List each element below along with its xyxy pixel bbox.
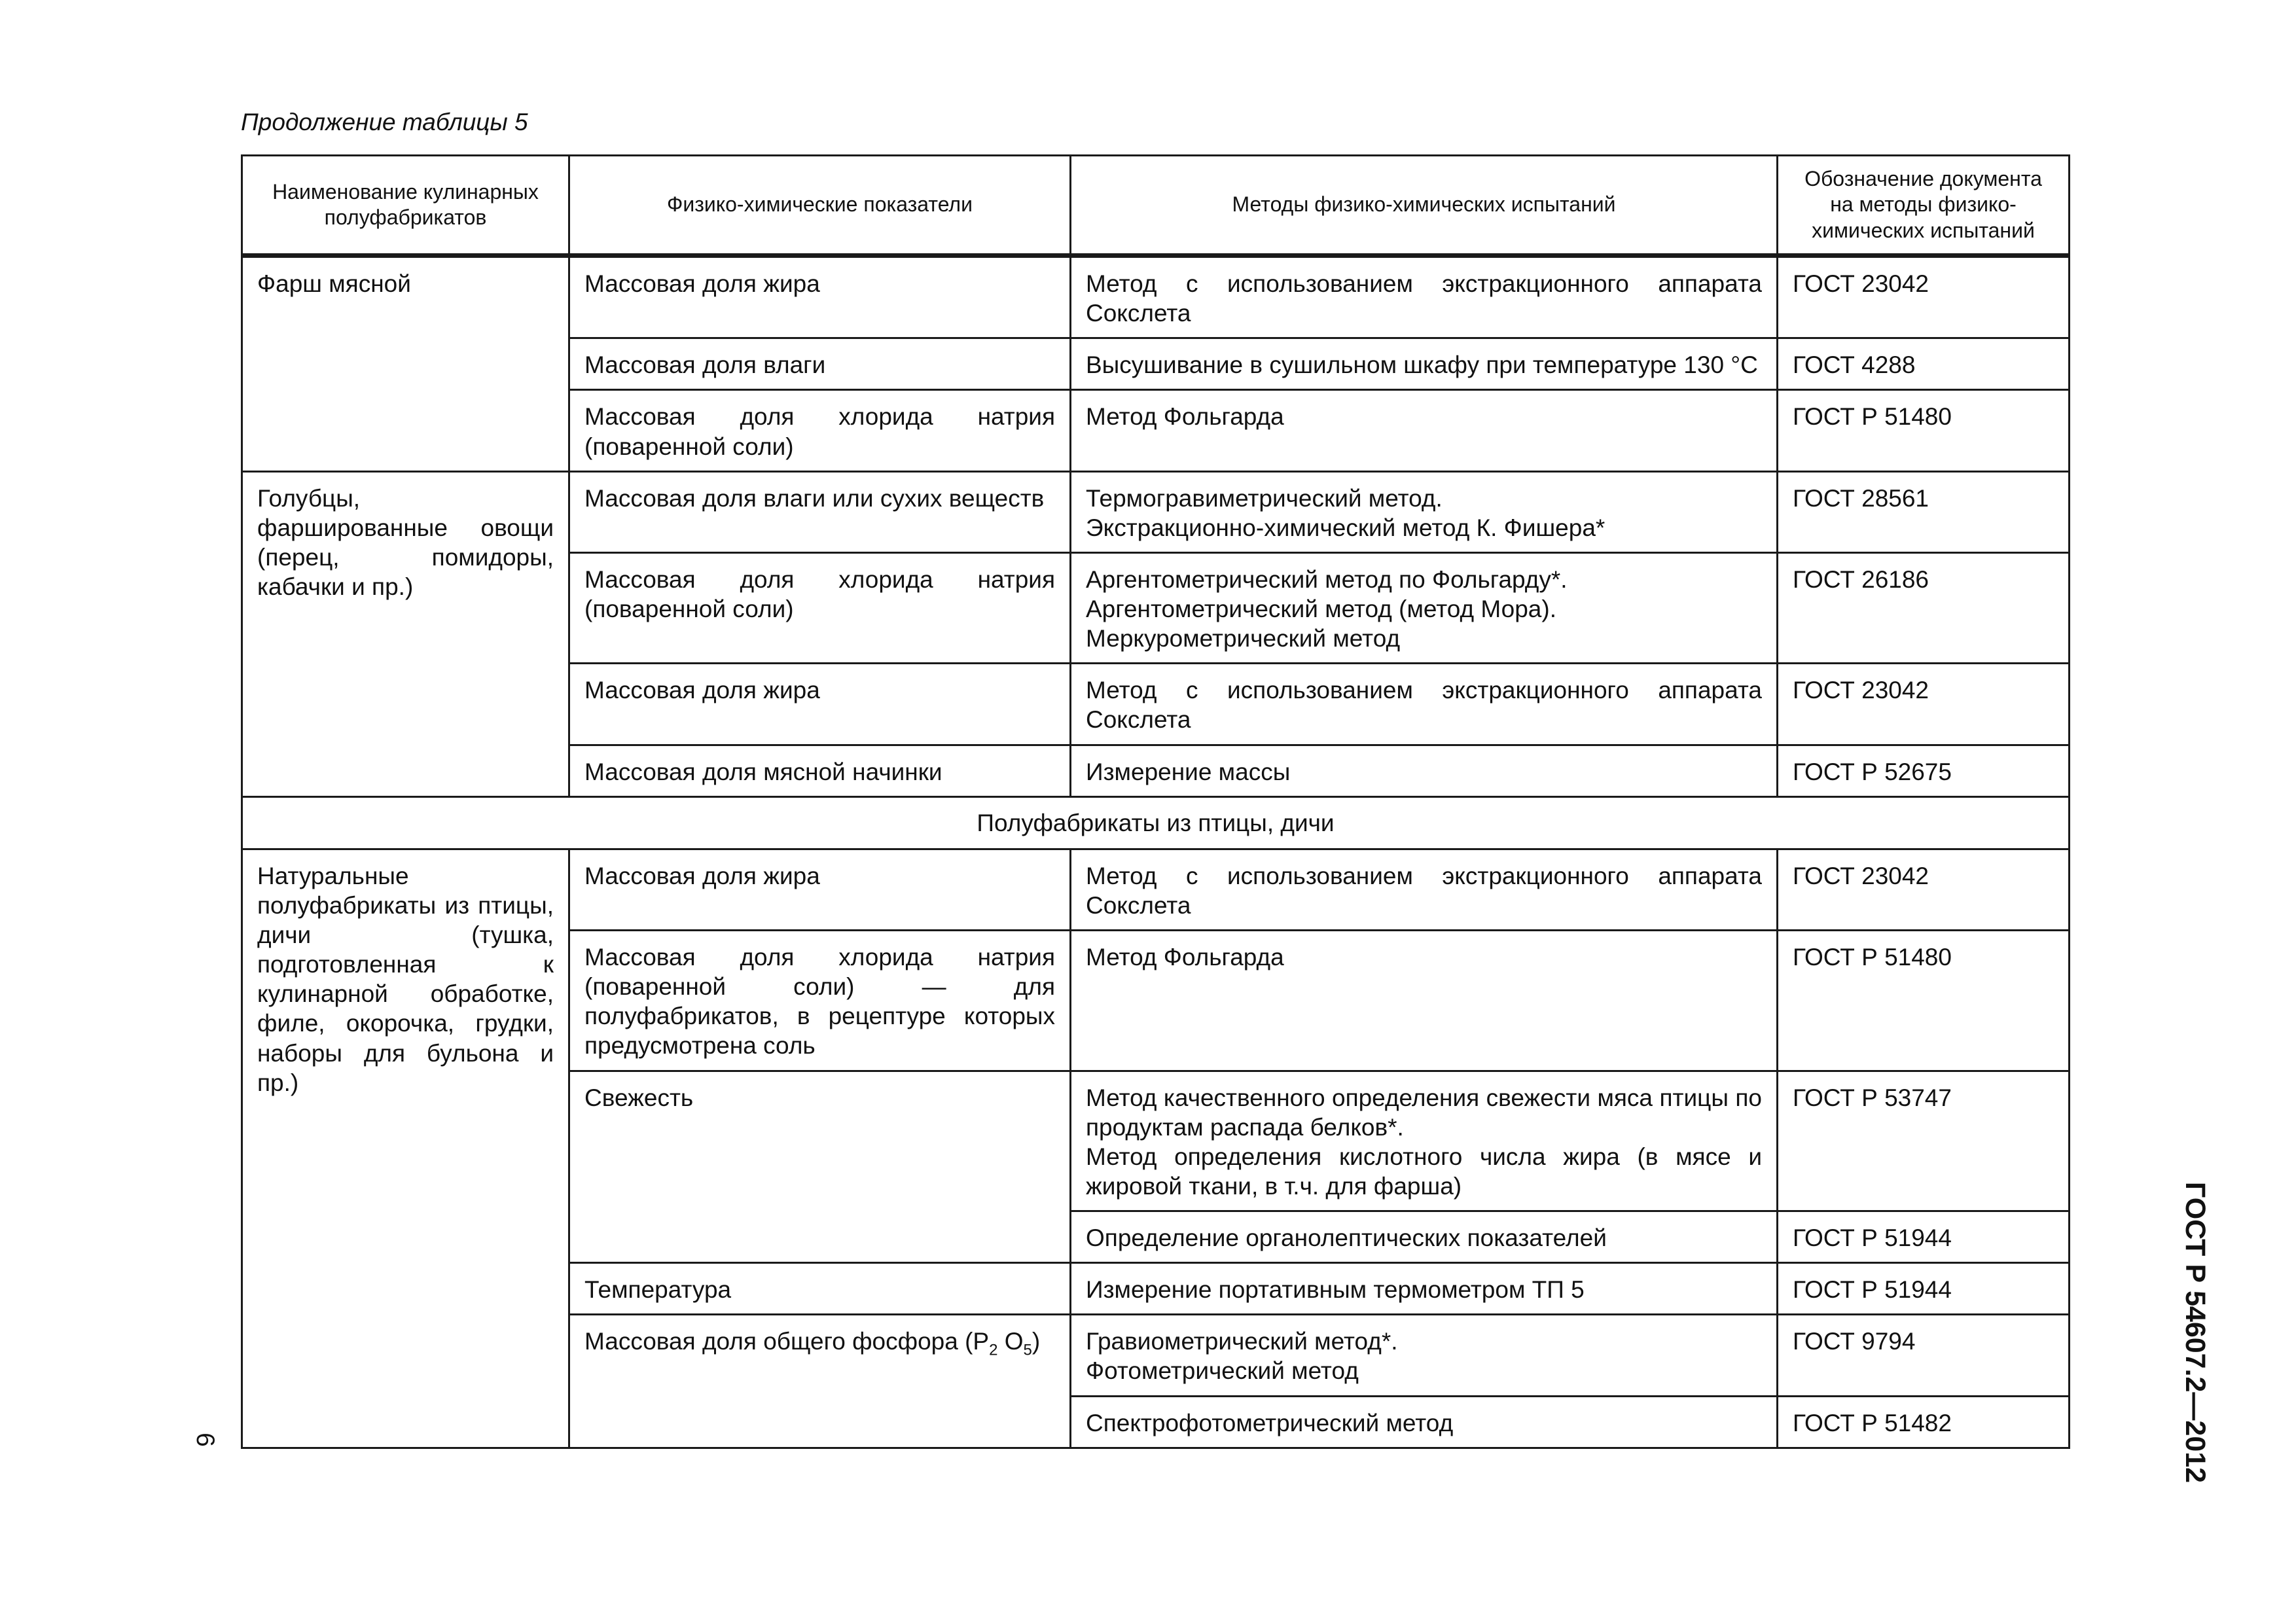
product-name-cell: Натуральные полуфабрикаты из птицы, дичи (тушка, подготовленная к кулинарной обработке, филе, окорочка, грудки, наборы для бульона и пр.) (242, 849, 569, 1448)
method-cell: Метод Фольгарда (1071, 931, 1778, 1071)
indicator-cell: Массовая доля хлорида натрия (поваренной соли) — для полуфабрикатов, в рецептуре которых предусмотрена соль (569, 931, 1071, 1071)
indicator-cell: Массовая доля хлорида натрия (поваренной соли) (569, 390, 1071, 471)
indicator-cell: Массовая доля хлорида натрия (поваренной соли) (569, 552, 1071, 663)
document-cell: ГОСТ 4288 (1778, 338, 2070, 390)
method-cell (1071, 1315, 1778, 1396)
table-row (242, 256, 2070, 338)
document-cell: ГОСТ 23042 (1778, 849, 2070, 930)
indicator-cell: Массовая доля жира (569, 849, 1071, 930)
method-cell (1071, 1071, 1778, 1211)
indicator-text: O (997, 1328, 1024, 1355)
document-cell: ГОСТ 26186 (1778, 552, 2070, 663)
method-line: Фотометрический метод (1086, 1357, 1359, 1385)
column-header: Методы физико-химических испытаний (1071, 156, 1778, 256)
methods-table (241, 154, 2070, 1449)
document-cell: ГОСТ Р 51944 (1778, 1211, 2070, 1263)
method-line: Экстракционно-химический метод К. Фишера* (1086, 514, 1605, 541)
document-cell: ГОСТ Р 52675 (1778, 745, 2070, 796)
document-cell: ГОСТ Р 51944 (1778, 1263, 2070, 1315)
method-cell (1071, 471, 1778, 552)
method-cell (1071, 552, 1778, 663)
document-cell: ГОСТ Р 51482 (1778, 1396, 2070, 1448)
indicator-cell: Свежесть (569, 1071, 1071, 1263)
document-cell: ГОСТ 9794 (1778, 1315, 2070, 1396)
method-cell: Метод с использованием экстракционного аппарата Сокслета (1071, 849, 1778, 930)
document-cell: ГОСТ Р 53747 (1778, 1071, 2070, 1211)
subscript: 5 (1023, 1341, 1032, 1359)
indicator-cell: Массовая доля влаги или сухих веществ (569, 471, 1071, 552)
document-cell: ГОСТ Р 51480 (1778, 390, 2070, 471)
table-row (242, 849, 2070, 930)
method-cell: Метод Фольгарда (1071, 390, 1778, 471)
column-header: Наименование кулинарных полуфабрикатов (242, 156, 569, 256)
document-cell: ГОСТ 23042 (1778, 664, 2070, 745)
section-row (242, 796, 2070, 849)
document-code: ГОСТ Р 54607.2—2012 (2179, 1181, 2211, 1484)
method-cell: Высушивание в сушильном шкафу при температуре 130 °С (1071, 338, 1778, 390)
document-cell: ГОСТ Р 51480 (1778, 931, 2070, 1071)
method-line: Метод определения кислотного числа жира (в мясе и жировой ткани, в т.ч. для фарша) (1086, 1143, 1762, 1200)
method-line: Термогравиметрический метод. (1086, 484, 1443, 512)
method-cell: Определение органолептических показателей (1071, 1211, 1778, 1263)
indicator-cell: Температура (569, 1263, 1071, 1315)
indicator-cell (569, 1315, 1071, 1448)
document-cell: ГОСТ 28561 (1778, 471, 2070, 552)
section-title: Полуфабрикаты из птицы, дичи (242, 796, 2070, 849)
method-cell: Измерение портативным термометром ТП 5 (1071, 1263, 1778, 1315)
indicator-cell: Массовая доля жира (569, 256, 1071, 338)
table-header-row (242, 156, 2070, 256)
method-line: Аргентометрический метод (метод Мора). (1086, 596, 1556, 622)
indicator-cell: Массовая доля жира (569, 664, 1071, 745)
document-cell: ГОСТ 23042 (1778, 256, 2070, 338)
table-row (242, 471, 2070, 552)
method-cell: Метод с использованием экстракционного аппарата Сокслета (1071, 664, 1778, 745)
method-cell: Спектрофотометрический метод (1071, 1396, 1778, 1448)
indicator-cell: Массовая доля мясной начинки (569, 745, 1071, 796)
method-line: Аргентометрический метод по Фольгарду*. (1086, 565, 1568, 593)
column-header: Физико-химические показатели (569, 156, 1071, 256)
column-header: Обозначение документа на методы физико-химических испытаний (1778, 156, 2070, 256)
subscript: 2 (989, 1341, 998, 1359)
product-name-cell: Фарш мясной (242, 256, 569, 472)
method-cell: Измерение массы (1071, 745, 1778, 796)
indicator-cell: Массовая доля влаги (569, 338, 1071, 390)
table-caption: Продолжение таблицы 5 (241, 109, 528, 135)
method-line: Гравиометрический метод*. (1086, 1328, 1398, 1355)
method-line: Метод качественного определения свежести мяса птицы по продуктам распада белков*. (1086, 1084, 1762, 1141)
page-number: 6 (190, 1433, 219, 1447)
indicator-text: ) (1031, 1328, 1041, 1355)
method-cell: Метод с использованием экстракционного аппарата Сокслета (1071, 256, 1778, 338)
indicator-text: Массовая доля общего фосфора (P (584, 1328, 990, 1355)
method-line: Меркурометрический метод (1086, 625, 1401, 652)
product-name-cell: Голубцы, фаршированные овощи (перец, помидоры, кабачки и пр.) (242, 471, 569, 796)
